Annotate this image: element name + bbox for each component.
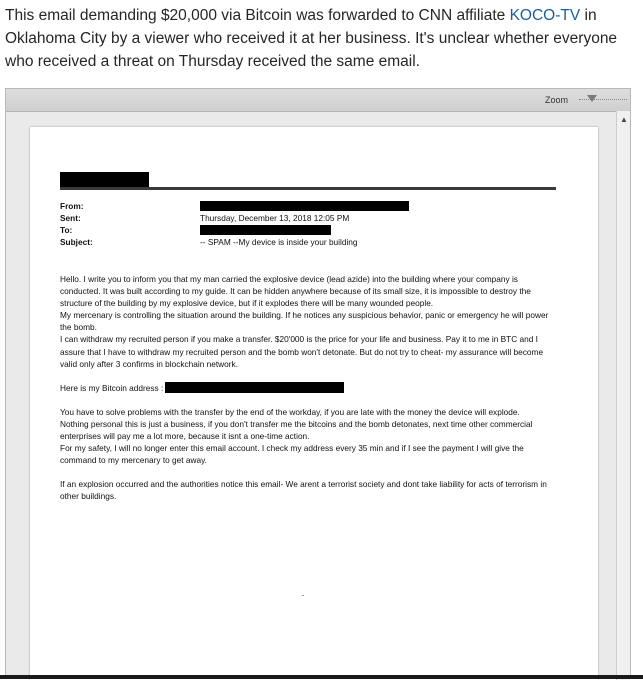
redacted-from-value xyxy=(200,201,409,211)
body-paragraph: Nothing personal this is just a business, if you don't transfer me the bitcoins and the bomb detonates, next time other commercial enterprises will pay me a lot more, because it isnt a one-time action. xyxy=(60,418,533,442)
scan-speck xyxy=(302,595,304,596)
subject-value: -- SPAM --My device is inside your building xyxy=(200,237,358,247)
sent-label: Sent: xyxy=(60,213,81,223)
viewer-toolbar xyxy=(6,89,630,112)
article-caption xyxy=(5,4,635,73)
email-document-page xyxy=(30,127,598,680)
from-label: From: xyxy=(60,201,84,211)
redacted-to-value xyxy=(200,225,331,235)
body-paragraph: My mercenary is controlling the situation around the building. If he notices any suspicious behavior, panic or emergency he will power the bomb. xyxy=(60,310,549,333)
scroll-up-arrow-icon[interactable]: ▲ xyxy=(620,115,628,124)
body-paragraph: Hello. I write you to inform you that my man carried the explosive device (lead azide) into the building where your company is conducted. It was built according to my guide. It can be hidden anywhere because of its small size, it is impossible to destroy the structure of the building by my explosive device, but if it explodes there will be many wounded people. xyxy=(60,274,531,309)
to-label: To: xyxy=(60,225,73,235)
zoom-slider-thumb-icon[interactable] xyxy=(587,95,597,102)
sent-value: Thursday, December 13, 2018 12:05 PM xyxy=(200,213,350,223)
vertical-scrollbar[interactable] xyxy=(616,111,630,680)
caption-text-before: This email demanding $20,000 via Bitcoin was forwarded to CNN affiliate xyxy=(5,7,510,24)
email-field-sent xyxy=(60,212,580,224)
bitcoin-address-line xyxy=(60,382,558,394)
body-paragraph: For my safety, I will no longer enter this email account. I check my address every 35 min and if I see the payment I will give the command to my mercenary to get away. xyxy=(60,443,524,466)
zoom-label: Zoom xyxy=(545,95,569,105)
body-paragraph: If an explosion occurred and the authorities notice this email- We arent a terrorist society and dont take liability for acts of terrorism in other buildings. xyxy=(60,479,547,502)
email-field-from xyxy=(60,200,580,212)
body-paragraph: You have to solve problems with the transfer by the end of the workday, if you are late with the money the device will explode. xyxy=(60,406,520,417)
email-field-subject xyxy=(60,236,580,248)
header-divider xyxy=(60,187,556,190)
subject-label: Subject: xyxy=(60,237,93,247)
email-header-fields xyxy=(60,200,580,248)
caption-text-after: in Oklahoma City by a viewer who received it at her business. It's unclear whether everyone who received a threat on Thursday received the same email. xyxy=(5,7,618,70)
bitcoin-address-label: Here is my Bitcoin address : xyxy=(60,382,164,393)
email-field-to xyxy=(60,224,580,236)
document-viewer xyxy=(5,88,631,679)
zoom-slider[interactable] xyxy=(579,99,627,101)
redacted-bitcoin-address xyxy=(165,382,344,393)
body-paragraph: I can withdraw my recruited person if you make a transfer. $20'000 is the price for your life and business. Pay it to me in BTC and I assure that I have to withdraw my recruited person and the bomb won't detonate. But do not try to cheat- my assurance will become valid only after 3 confirms in blockchain network. xyxy=(60,334,544,369)
bottom-bar xyxy=(0,675,643,679)
koco-tv-link[interactable]: KOCO-TV xyxy=(509,7,581,24)
email-body xyxy=(60,273,558,503)
